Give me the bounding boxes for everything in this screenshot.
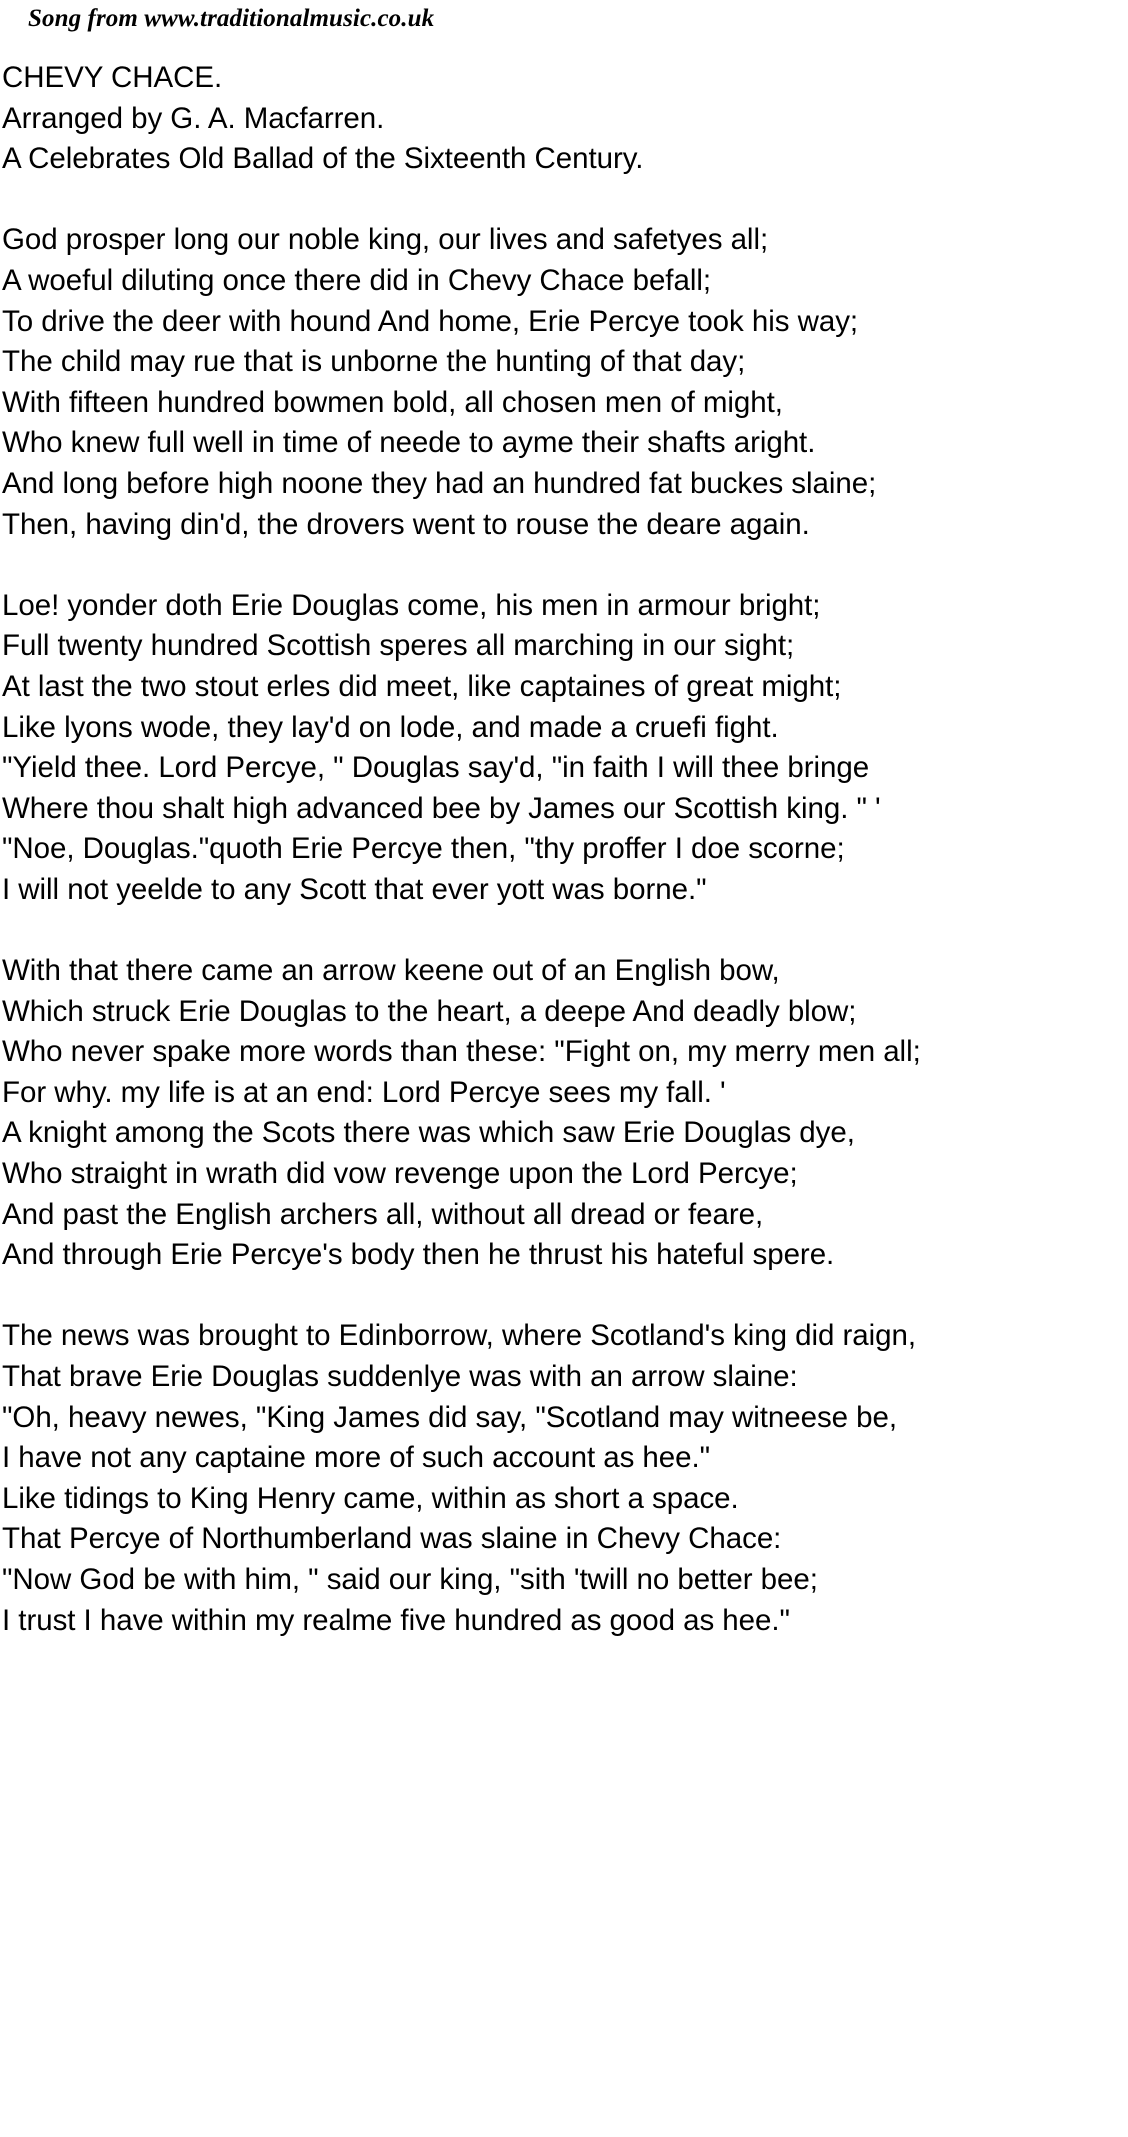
stanza-4 [2, 1316, 1128, 1641]
lyric-line: "Noe, Douglas."quoth Erie Percye then, "thy proffer I doe scorne; [2, 832, 845, 866]
stanza-2 [2, 586, 1128, 911]
lyric-line: Who straight in wrath did vow revenge upon the Lord Percye; [2, 1157, 798, 1191]
lyric-line: Full twenty hundred Scottish speres all marching in our sight; [2, 629, 795, 663]
lyric-line: And past the English archers all, without all dread or feare, [2, 1197, 764, 1231]
lyric-line: The news was brought to Edinborrow, where Scotland's king did raign, [2, 1319, 916, 1353]
site-credit: Song from www.traditionalmusic.co.uk [28, 5, 435, 32]
lyric-line: I have not any captaine more of such account as hee." [2, 1441, 711, 1475]
lyric-line: A woeful diluting once there did in Chevy Chace befall; [2, 263, 711, 297]
lyric-line: Like tidings to King Henry came, within as short a space. [2, 1481, 739, 1515]
subtitle-line: A Celebrates Old Ballad of the Sixteenth Century. [2, 142, 644, 176]
lyric-line: I trust I have within my realme five hundred as good as hee." [2, 1603, 790, 1637]
lyric-line: Then, having din'd, the drovers went to rouse the deare again. [2, 507, 810, 541]
lyric-line: I will not yeelde to any Scott that ever yott was borne." [2, 872, 707, 906]
spacer [2, 1276, 1128, 1317]
lyric-line: And long before high noone they had an hundred fat buckes slaine; [2, 466, 877, 500]
stanza-1 [2, 220, 1128, 545]
lyric-line: Which struck Erie Douglas to the heart, a deepe And deadly blow; [2, 994, 857, 1028]
spacer [2, 180, 1128, 221]
lyric-line: A knight among the Scots there was which saw Erie Douglas dye, [2, 1116, 855, 1150]
lyric-line: Where thou shalt high advanced bee by James our Scottish king. " ' [2, 791, 881, 825]
lyric-line: "Oh, heavy newes, "King James did say, "Scotland may witneese be, [2, 1400, 898, 1434]
lyric-line: That brave Erie Douglas suddenlye was with an arrow slaine: [2, 1360, 798, 1393]
lyric-line: At last the two stout erles did meet, like captaines of great might; [2, 669, 842, 703]
title-block [2, 58, 1128, 180]
lyric-line: With that there came an arrow keene out of an English bow, [2, 954, 780, 988]
lyric-line: God prosper long our noble king, our lives and safetyes all; [2, 223, 769, 257]
lyric-line: "Now God be with him, " said our king, "sith 'twill no better bee; [2, 1562, 818, 1596]
spacer [2, 910, 1128, 951]
song-content [0, 58, 1128, 1641]
lyric-line: Who knew full well in time of neede to ayme their shafts aright. [2, 426, 816, 460]
spacer [2, 545, 1128, 586]
lyric-line: "Yield thee. Lord Percye, " Douglas say'd, "in faith I will thee bringe [2, 751, 870, 785]
page-title: CHEVY CHACE. [2, 61, 223, 94]
arranger-line: Arranged by G. A. Macfarren. [2, 101, 385, 135]
lyric-line: Who never spake more words than these: "Fight on, my merry men all; [2, 1035, 921, 1069]
lyric-line: To drive the deer with hound And home, Erie Percye took his way; [2, 304, 859, 338]
stanza-3 [2, 951, 1128, 1276]
lyric-line: And through Erie Percye's body then he thrust his hateful spere. [2, 1238, 835, 1272]
lyric-line: Loe! yonder doth Erie Douglas come, his men in armour bright; [2, 588, 821, 622]
lyric-line: The child may rue that is unborne the hunting of that day; [2, 345, 746, 379]
lyric-line: Like lyons wode, they lay'd on lode, and made a cruefi fight. [2, 710, 779, 744]
lyric-line: For why. my life is at an end: Lord Percye sees my fall. ' [2, 1075, 726, 1109]
lyric-line: That Percye of Northumberland was slaine in Chevy Chace: [2, 1522, 782, 1556]
lyric-line: With fifteen hundred bowmen bold, all chosen men of might, [2, 385, 783, 419]
